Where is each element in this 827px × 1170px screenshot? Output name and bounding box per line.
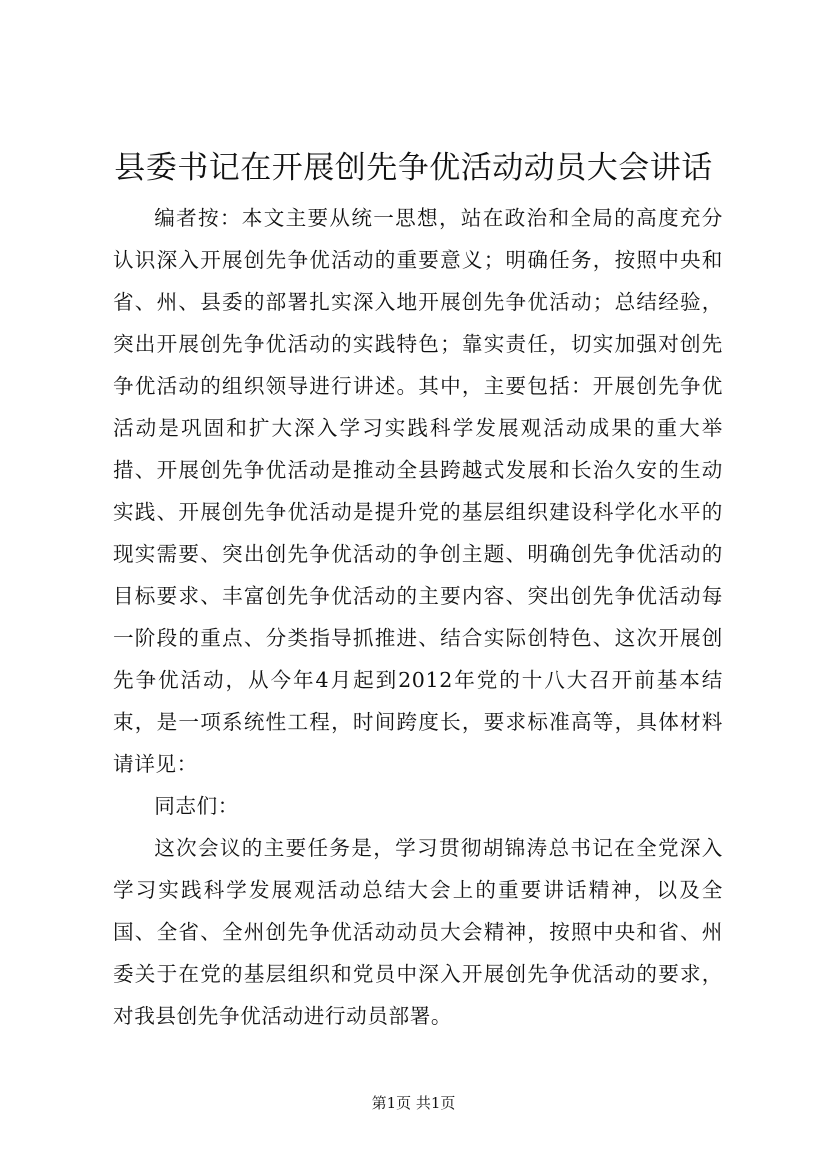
salutation-paragraph: 同志们：: [154, 794, 239, 818]
page-number-footer: 第1页 共1页: [371, 1094, 456, 1112]
editor-note-paragraph: 编者按：本文主要从统一思想，站在政治和全局的高度充分认识深入开展创先争优活动的重要意义；明确任务，按照中央和省、州、县委的部署扎实深入地开展创先争优活动；总结经验，突出开展创先争优活动的实践特色；靠实责任，切实加强对创先争优活动的组织领导进行讲述。其中，主要包括：开展创先争优活动是巩固和扩大深入学习实践科学发展观活动成果的重大举措、开展创先争优活动是推动全县跨越式发展和长治久安的生动实践、开展创先争优活动是提升党的基层组织建设科学化水平的现实需要、突出创先争优活动的争创主题、明确创先争优活动的目标要求、丰富创先争优活动的主要内容、突出创先争优活动每一阶段的重点、分类指导抓推进、结合实际创特色、这次开展创先争优活动，从今年4月起到2012年党的十八大召开前基本结束，是一项系统性工程，时间跨度长，要求标准高等，具体材料请详见：: [113, 206, 723, 776]
speech-paragraph: 这次会议的主要任务是，学习贯彻胡锦涛总书记在全党深入学习实践科学发展观活动总结大会上的重要讲话精神，以及全国、全省、全州创先争优活动动员大会精神，按照中央和省、州委关于在党的基层组织和党员中深入开展创先争优活动的要求，对我县创先争优活动进行动员部署。: [113, 836, 723, 1028]
document-title: 县委书记在开展创先争优活动动员大会讲话: [114, 150, 713, 186]
document-body: [113, 197, 723, 1037]
